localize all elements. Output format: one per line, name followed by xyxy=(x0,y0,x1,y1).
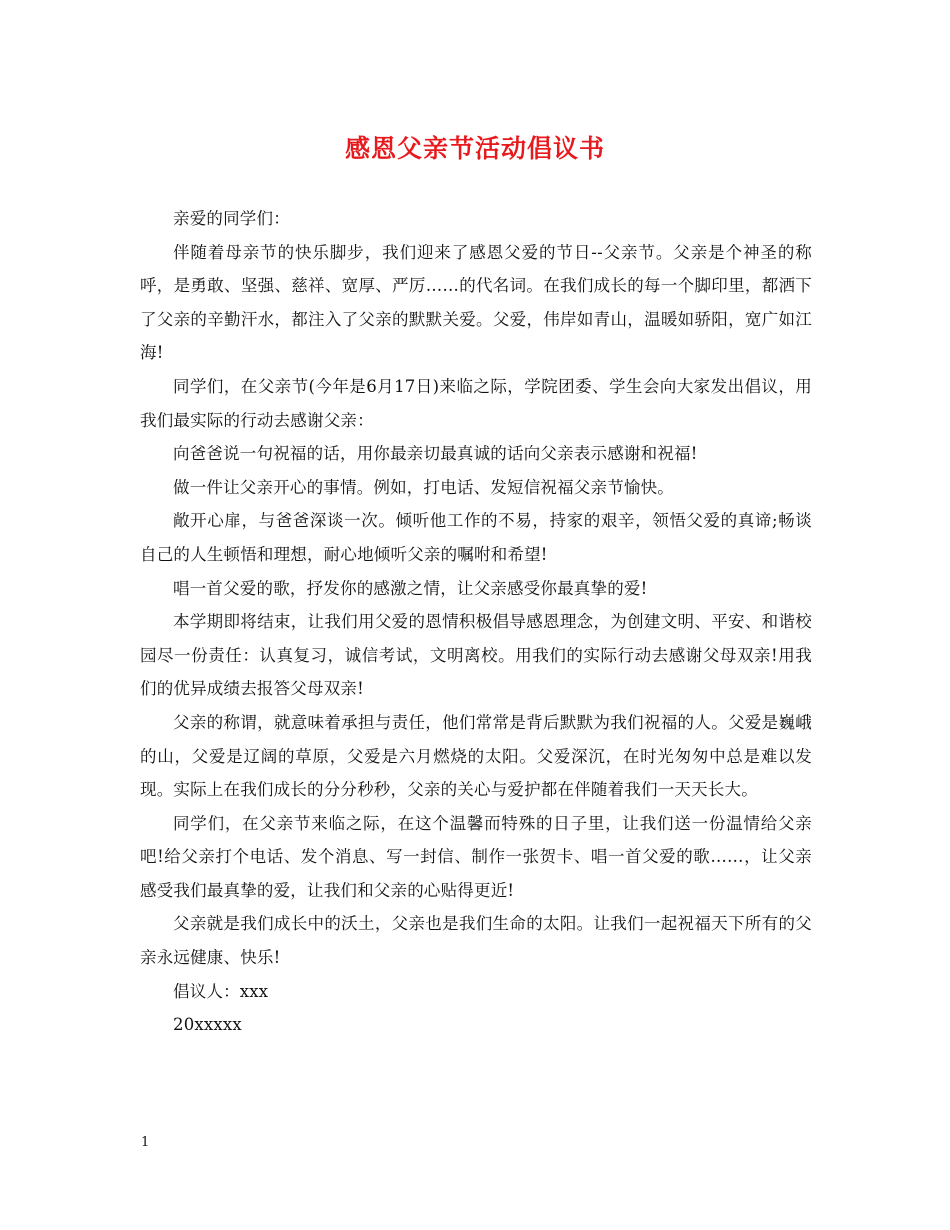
paragraph: 做一件让父亲开心的事情。例如，打电话、发短信祝福父亲节愉快。 xyxy=(173,477,674,497)
paragraph: 敞开心扉，与爸爸深谈一次。倾听他工作的不易，持家的艰辛，领悟父爱的真谛;畅谈自己的人生顿悟和理想，耐心地倾听父亲的嘱咐和希望! xyxy=(140,511,812,564)
paragraph: 伴随着母亲节的快乐脚步，我们迎来了感恩父爱的节日--父亲节。父亲是个神圣的称呼，是勇敢、坚强、慈祥、宽厚、严厉……的代名词。在我们成长的每一个脚印里，都洒下了父亲的辛勤汗水，都注入了父亲的默默关爱。父爱，伟岸如青山，温暖如骄阳，宽广如江海! xyxy=(140,242,812,363)
paragraph: 父亲就是我们成长中的沃土，父亲也是我们生命的太阳。让我们一起祝福天下所有的父亲永远健康、快乐! xyxy=(140,914,812,968)
paragraph: 本学期即将结束，让我们用父爱的恩情积极倡导感恩理念，为创建文明、平安、和谐校园尽一份责任：认真复习，诚信考试，文明离校。用我们的实际行动去感谢父母双亲!用我们的优异成绩去报答父母双亲! xyxy=(140,612,812,699)
document-title: 感恩父亲节活动倡议书 xyxy=(344,134,605,163)
paragraph: 同学们，在父亲节(今年是6月17日)来临之际，学院团委、学生会向大家发出倡议，用我们最实际的行动去感谢父亲： xyxy=(140,376,812,430)
page-number: 1 xyxy=(141,1135,150,1150)
paragraph: 唱一首父爱的歌，抒发你的感激之情，让父亲感受你最真挚的爱! xyxy=(173,578,648,598)
signature-line: 倡议人：xxx xyxy=(173,981,269,1001)
paragraph: 父亲的称谓，就意味着承担与责任，他们常常是背后默默为我们祝福的人。父爱是巍峨的山，父爱是辽阔的草原，父爱是六月燃烧的太阳。父爱深沉，在时光匆匆中总是难以发现。实际上在我们成长的分分秒秒，父亲的关心与爱护都在伴随着我们一天天长大。 xyxy=(140,712,812,800)
date-line: 20xxxxx xyxy=(173,1015,242,1035)
salutation: 亲爱的同学们： xyxy=(173,209,290,228)
paragraph: 同学们，在父亲节来临之际，在这个温馨而特殊的日子里，让我们送一份温情给父亲吧!给父亲打个电话、发个消息、写一封信、制作一张贺卡、唱一首父爱的歌……，让父亲感受我们最真挚的爱，让我们和父亲的心贴得更近! xyxy=(140,813,812,900)
paragraph: 向爸爸说一句祝福的话，用你最亲切最真诚的话向父亲表示感谢和祝福! xyxy=(173,444,698,464)
document-body xyxy=(140,202,812,1042)
